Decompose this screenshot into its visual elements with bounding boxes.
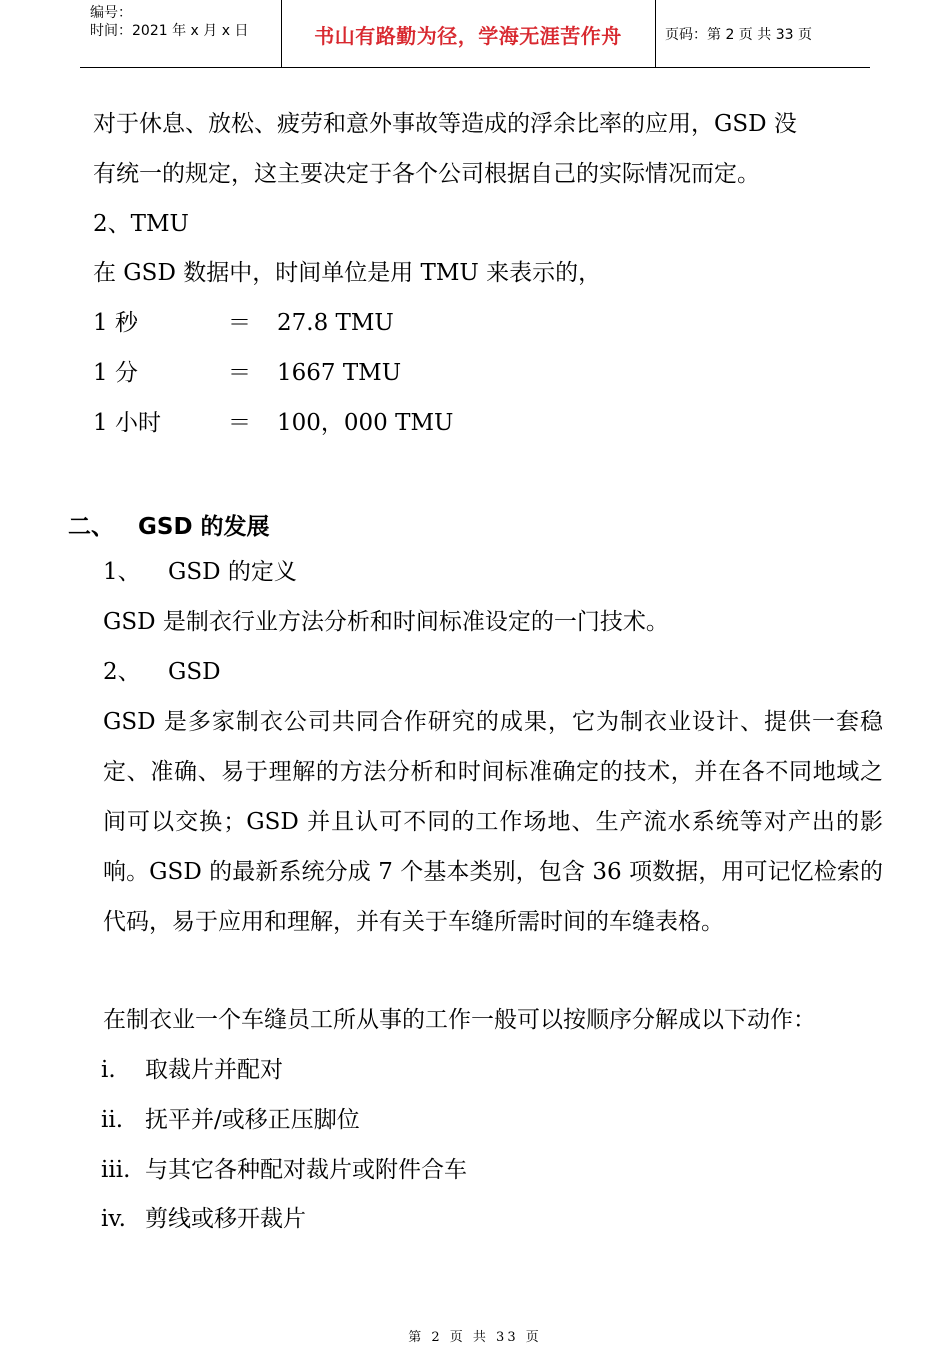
subsection-number: 2、 (103, 659, 141, 685)
header-page-info: 页码：第 2 页 共 33 页 (665, 27, 812, 43)
list-item-text: 与其它各种配对裁片或附件合车 (145, 1157, 467, 1183)
list-item-number: i. (101, 1057, 116, 1083)
section-heading (68, 508, 270, 541)
tmu-unit: 1 小时 (93, 410, 161, 436)
actions-intro: 在制衣业一个车缝员工所从事的工作一般可以按顺序分解成以下动作： (103, 1007, 816, 1033)
header-meta (90, 4, 248, 40)
section-number: 二、 (68, 514, 114, 540)
tmu-unit: 1 分 (93, 360, 138, 386)
list-item-text: 剪线或移开裁片 (145, 1206, 306, 1232)
tmu-description: 在 GSD 数据中，时间单位是用 TMU 来表示的， (93, 260, 602, 286)
list-item-number: iii. (101, 1157, 131, 1183)
subsection-text: GSD 是制衣行业方法分析和时间标准设定的一门技术。 (103, 609, 669, 635)
page-header (80, 0, 870, 68)
tmu-unit: 1 秒 (93, 310, 138, 336)
header-time-label: 时间：2021 年 x 月 x 日 (90, 23, 249, 39)
tmu-equals: ＝ (228, 310, 251, 336)
tmu-heading: 2、TMU (93, 211, 189, 237)
header-motto: 书山有路勤为径，学海无涯苦作舟 (314, 24, 622, 48)
list-item-number: iv. (101, 1206, 126, 1232)
tmu-value: 1667 TMU (277, 360, 402, 386)
subsection-title: GSD 的定义 (168, 559, 297, 585)
tmu-equals: ＝ (228, 360, 251, 386)
list-item-text: 抚平并/或移正压脚位 (145, 1107, 360, 1133)
subsection-paragraph: GSD 是多家制衣公司共同合作研究的成果，它为制衣业设计、提供一套稳定、准确、易于理解的方法分析和时间标准确定的技术，并在各不同地域之间可以交换；GSD 并且认可不同的工作场地、生产流水系统等对产出的影响。GSD 的最新系统分成 7 个基本类别，包含 36 项数据，用可记忆检索的代码，易于应用和理解，并有关于车缝所需时间的车缝表格。 (103, 709, 883, 935)
list-item-number: ii. (101, 1107, 124, 1133)
intro-line-2: 有统一的规定，这主要决定于各个公司根据自己的实际情况而定。 (93, 161, 760, 187)
intro-line-1: 对于休息、放松、疲劳和意外事故等造成的浮余比率的应用，GSD 没 (93, 111, 797, 137)
header-divider (655, 0, 656, 67)
subsection-number: 1、 (103, 559, 141, 585)
tmu-value: 27.8 TMU (277, 310, 394, 336)
tmu-value: 100，000 TMU (277, 410, 454, 436)
page-footer: 第 2 页 共 33 页 (408, 1330, 542, 1345)
section-title: GSD 的发展 (138, 514, 270, 540)
subsection-title: GSD (168, 659, 221, 685)
header-number-label: 编号： (90, 5, 132, 21)
tmu-equals: ＝ (228, 410, 251, 436)
list-item-text: 取裁片并配对 (145, 1057, 283, 1083)
